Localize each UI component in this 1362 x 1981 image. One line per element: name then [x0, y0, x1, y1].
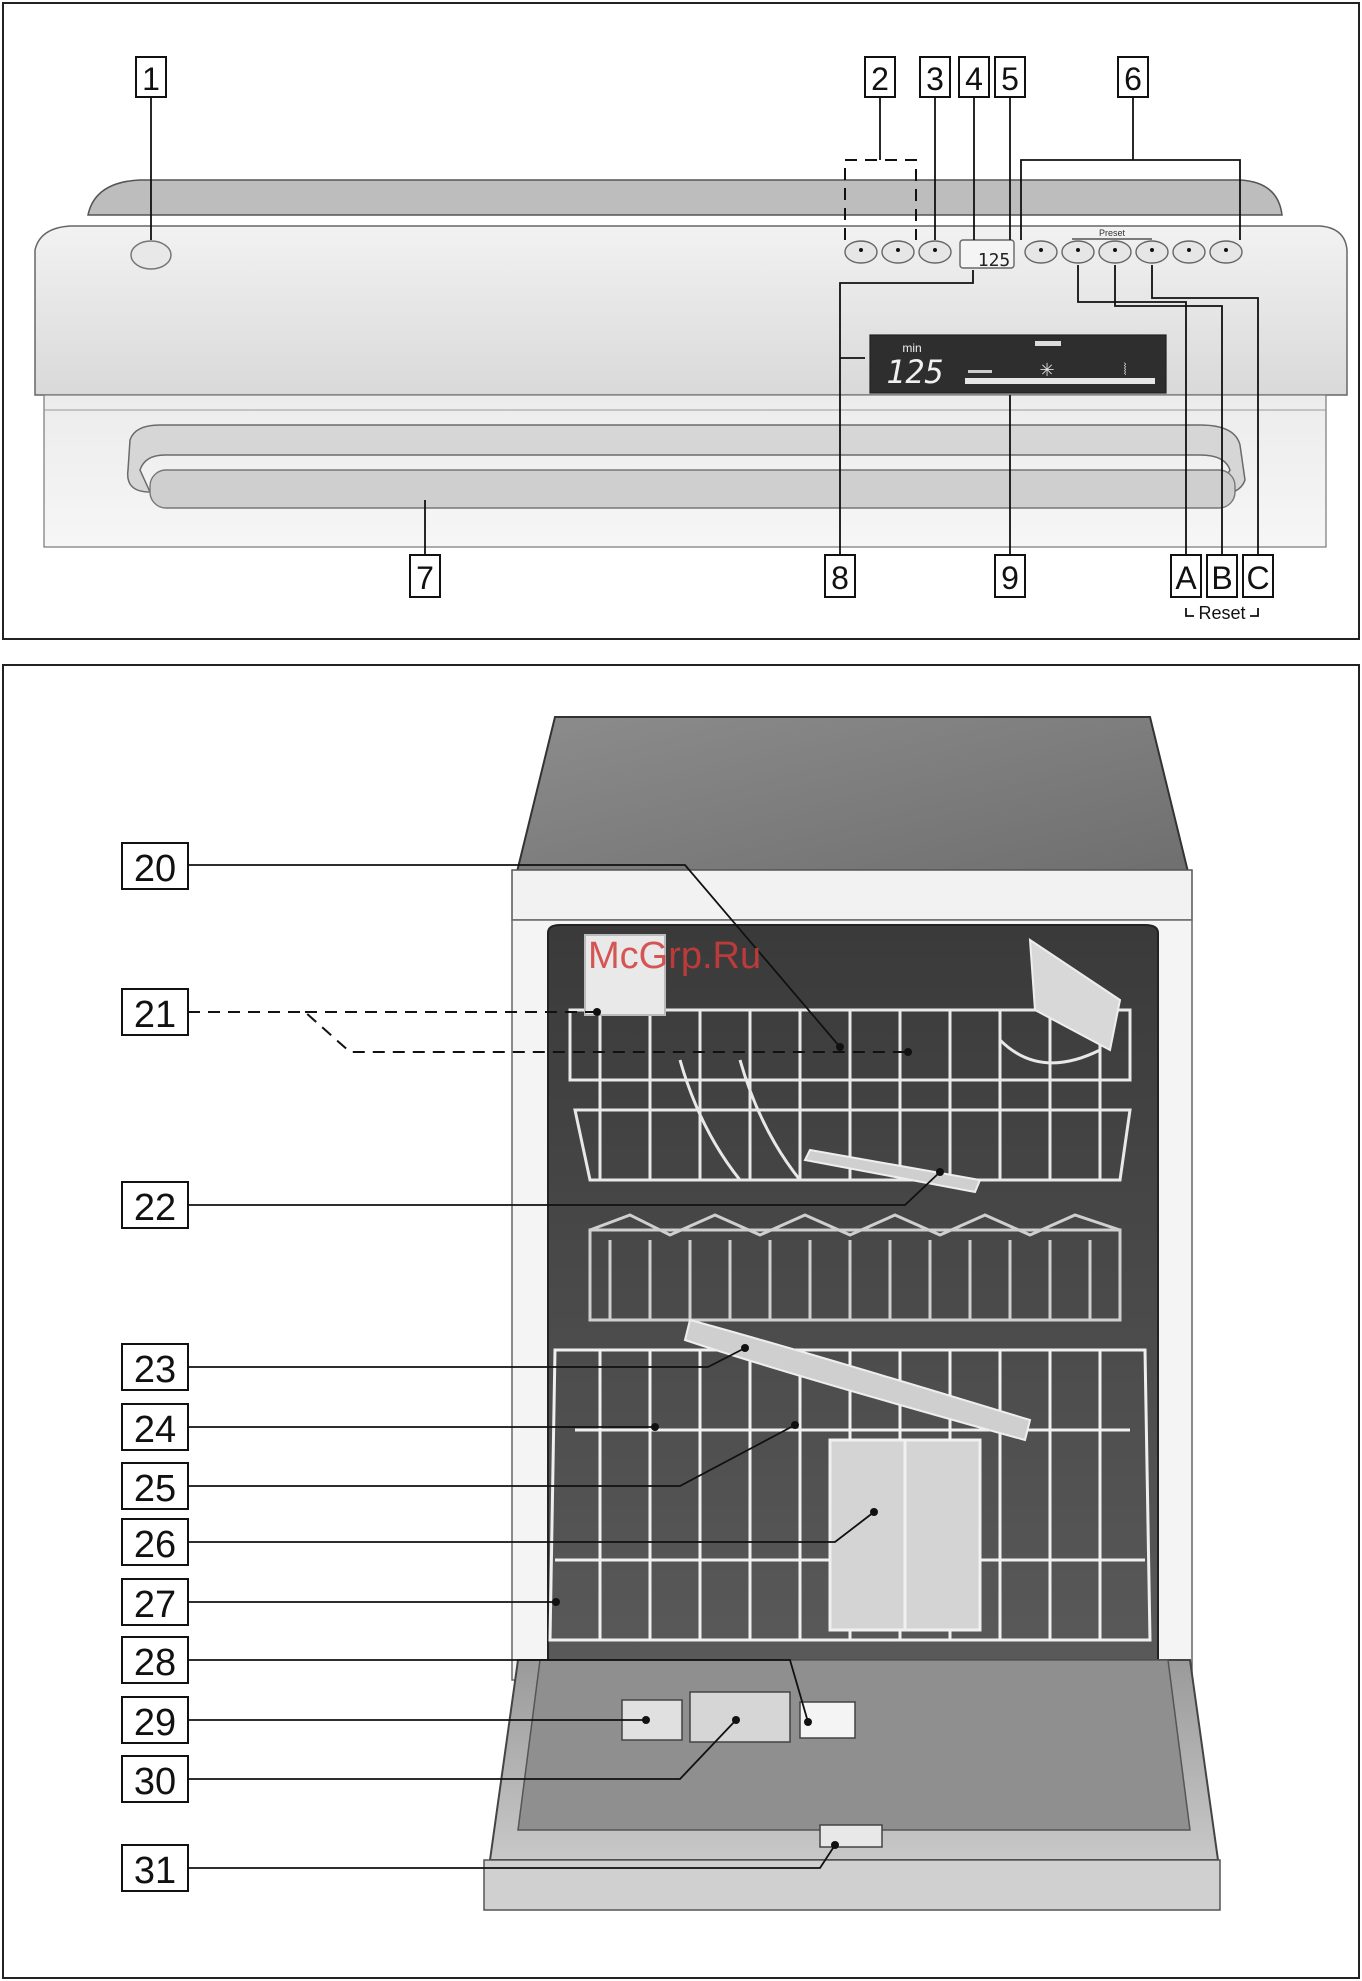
svg-text:✳: ✳: [1039, 360, 1055, 381]
svg-text:3: 3: [926, 61, 944, 97]
callout-2: [865, 57, 895, 97]
svg-text:1: 1: [142, 61, 160, 97]
callout-A: [1171, 555, 1201, 597]
svg-text:23: 23: [133, 1349, 177, 1391]
svg-text:min: min: [902, 341, 922, 355]
svg-text:22: 22: [133, 1187, 177, 1229]
svg-text:6: 6: [1124, 61, 1142, 97]
dishwasher-drawing: [484, 717, 1220, 1910]
watermark: McGrp.Ru: [588, 935, 762, 977]
svg-text:4: 4: [965, 61, 983, 97]
power-button: [131, 241, 171, 269]
svg-text:7: 7: [416, 560, 434, 596]
svg-text:21: 21: [133, 994, 177, 1036]
svg-text:⦚: ⦚: [1123, 360, 1127, 379]
callout-23: [122, 1344, 188, 1391]
svg-text:5: 5: [1001, 61, 1019, 97]
callout-26: [122, 1519, 188, 1566]
callout-20: [122, 843, 188, 890]
callout-9: [995, 555, 1025, 597]
callout-27: [122, 1579, 188, 1626]
svg-text:25: 25: [133, 1468, 177, 1510]
bottom-callouts: [122, 843, 188, 1892]
svg-text:B: B: [1211, 560, 1233, 596]
callout-B: [1207, 555, 1237, 597]
callout-6: [1118, 57, 1148, 97]
callout-1: [136, 57, 166, 97]
callout-28: [122, 1637, 188, 1684]
callout-8: [825, 555, 855, 597]
svg-text:C: C: [1246, 560, 1270, 596]
svg-text:28: 28: [133, 1642, 177, 1684]
svg-text:A: A: [1175, 560, 1197, 596]
svg-text:2: 2: [871, 61, 889, 97]
svg-text:125: 125: [977, 250, 1011, 271]
control-panel-drawing: [35, 180, 1347, 547]
svg-text:24: 24: [133, 1409, 177, 1451]
callout-4: [959, 57, 989, 97]
svg-text:27: 27: [133, 1584, 177, 1626]
callout-24: [122, 1404, 188, 1451]
svg-text:26: 26: [133, 1524, 177, 1566]
svg-text:30: 30: [133, 1761, 177, 1803]
preset-text: Preset: [1098, 228, 1126, 238]
svg-text:8: 8: [831, 560, 849, 596]
svg-text:20: 20: [133, 848, 177, 890]
callout-C: [1243, 555, 1273, 597]
callout-30: [122, 1756, 188, 1803]
callout-3: [920, 57, 950, 97]
svg-text:29: 29: [133, 1702, 177, 1744]
svg-text:31: 31: [133, 1850, 177, 1892]
callout-29: [122, 1697, 188, 1744]
callout-7: [410, 555, 440, 597]
callout-31: [122, 1845, 188, 1892]
svg-text:9: 9: [1001, 560, 1019, 596]
callout-5: [995, 57, 1025, 97]
callout-22: [122, 1182, 188, 1229]
callout-25: [122, 1463, 188, 1510]
program-buttons: [845, 241, 1242, 263]
callout-21: [122, 989, 188, 1036]
svg-text:125: 125: [886, 353, 944, 391]
reset-label: Reset: [1198, 603, 1246, 623]
